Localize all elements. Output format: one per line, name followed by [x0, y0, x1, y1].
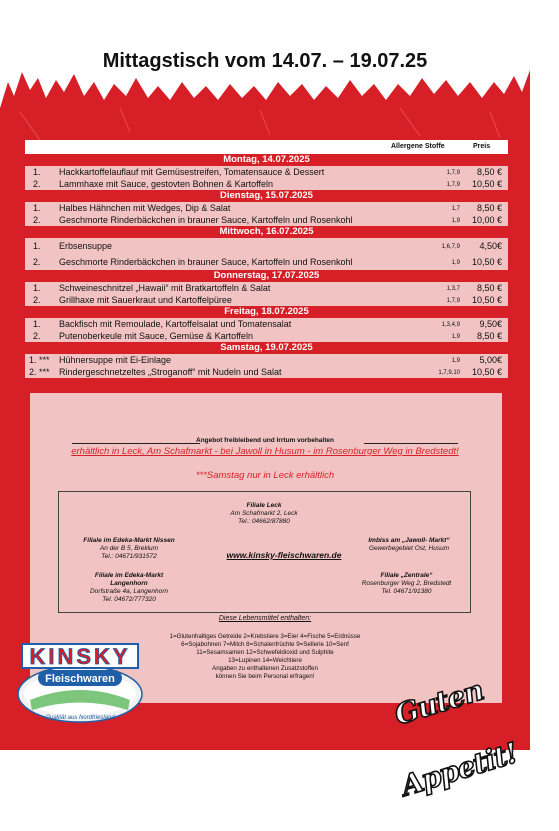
dish-number: 2.	[33, 215, 41, 225]
logo-brand-text: KINSKY	[29, 644, 131, 669]
menu-row	[25, 178, 508, 190]
dish-price: 8,50 €	[476, 283, 502, 293]
menu-row	[25, 282, 508, 294]
dish-allergens: 1,7,9	[446, 298, 460, 304]
branch-phone: Tel. 04672/777320	[102, 596, 156, 603]
dish-allergens: 1,7	[451, 206, 460, 212]
dish-price: 8,50 €	[476, 331, 502, 341]
branch-phone: Tel.: 04671/931572	[101, 553, 157, 560]
allergen-column-header: Allergene Stoffe	[391, 143, 445, 150]
dish-name: Schweineschnitzel „Hawaii“ mit Bratkartoffeln & Salat	[59, 283, 271, 293]
branch-name: Imbiss am „Jawoll- Markt“	[368, 537, 450, 544]
menu-table	[25, 140, 508, 378]
dish-price: 10,50 €	[471, 367, 502, 377]
dish-number: 1.	[33, 241, 41, 251]
dish-price: 10,00 €	[471, 215, 502, 225]
branch-address: An der B 5, Breklum	[99, 545, 159, 552]
page-title: Mittagstisch vom 14.07. – 19.07.25	[102, 50, 428, 72]
slogan-text: Guten Appetit!	[390, 673, 522, 803]
day-header: Samstag, 19.07.2025	[25, 342, 508, 354]
dish-allergens: 1,9	[451, 218, 460, 224]
dish-allergens: 1,7,9,10	[438, 370, 460, 376]
branch-name: Filiale Leck	[246, 502, 282, 509]
dish-name: Lammhaxe mit Sauce, gestovten Bohnen & Kartoffeln	[59, 179, 273, 189]
allergen-legend-line: 13=Lupinen 14=Weichtiere	[228, 657, 302, 664]
day-header: Donnerstag, 17.07.2025	[25, 270, 508, 282]
logo-subtitle-text: Fleischwaren	[45, 673, 115, 685]
dish-number: 1.	[33, 283, 41, 293]
branch-address: Gewerbegebiet Ost, Husum	[368, 545, 450, 552]
branch-phone: Tel. 04671/91380	[381, 588, 432, 595]
dish-allergens: 1,7,9	[446, 182, 460, 188]
dish-number: 1.	[33, 167, 41, 177]
dish-name: Erbsensuppe	[59, 241, 113, 251]
price-column-header: Preis	[473, 143, 491, 150]
branch-name: Filiale „Zentrale“	[380, 572, 433, 579]
day-header: Freitag, 18.07.2025	[25, 306, 508, 318]
dish-price: 10,50 €	[471, 179, 502, 189]
menu-row	[25, 166, 508, 178]
dish-allergens: 1,9	[451, 260, 460, 266]
menu-table-header	[25, 140, 508, 154]
menu-row	[25, 238, 508, 254]
dish-allergens: 1,6,7,9	[441, 244, 460, 250]
disclaimer-line: Angebot freibleibend und Irrtum vorbehalten	[72, 437, 458, 447]
branch-jawoll	[349, 537, 469, 553]
dish-name: Rindergeschnetzeltes „Stroganoff“ mit Nudeln und Salat	[59, 367, 282, 377]
dish-price: 10,50 €	[471, 257, 502, 267]
logo-tagline-text: Qualität aus Nordfriesland	[45, 715, 115, 721]
availability-note: erhältlich in Leck, Am Schafmarkt - bei Jawoll in Husum - im Rosenburger Weg in Bredstedt!	[71, 446, 459, 457]
dish-name: Geschmorte Rinderbäckchen in brauner Sauce, Kartoffeln und Rosenkohl	[59, 215, 353, 225]
saturday-note: ***Samstag nur in Leck erhältlich	[195, 470, 335, 481]
allergen-legend-line: Angaben zu enthaltenen Zusatzstoffen	[212, 665, 318, 672]
menu-row	[25, 254, 508, 270]
dish-name: Backfisch mit Remoulade, Kartoffelsalat und Tomatensalat	[59, 319, 292, 329]
branch-address: Rosenburger Weg 2, Bredstedt	[361, 580, 452, 587]
dish-allergens: 1,7,9	[446, 170, 460, 176]
allergen-legend-line: können Sie beim Personal erfragen!	[215, 673, 315, 680]
allergen-legend-line: 11=Sesamsamen 12=Schwefeldioxid und Sulphite	[196, 649, 334, 656]
dish-price: 10,50 €	[471, 295, 502, 305]
dish-name: Hackkartoffelauflauf mit Gemüsestreifen, Tomatensauce & Dessert	[59, 167, 325, 177]
dish-price: 4,50€	[479, 241, 502, 251]
branch-box	[58, 491, 471, 613]
dish-number: 1. ***	[29, 355, 50, 365]
branch-address: Dorfstraße 4a, Langenhorn	[89, 588, 169, 595]
menu-row	[25, 366, 508, 378]
dish-name: Geschmorte Rinderbäckchen in brauner Sauce, Kartoffeln und Rosenkohl	[59, 257, 353, 267]
menu-row	[25, 318, 508, 330]
dish-number: 1.	[33, 319, 41, 329]
menu-row	[25, 354, 508, 366]
dish-price: 5,00€	[479, 355, 502, 365]
menu-row	[25, 294, 508, 306]
dish-number: 1.	[33, 203, 41, 213]
dish-allergens: 1,3,4,9	[441, 322, 460, 328]
dish-price: 8,50 €	[476, 203, 502, 213]
dish-allergens: 1,9	[451, 334, 460, 340]
branch-langenhorn	[59, 572, 199, 604]
day-header: Dienstag, 15.07.2025	[25, 190, 508, 202]
allergen-legend-line: 1=Glutenhaltiges Getreide 2=Krebstiere 3=Eier 4=Fische 5=Erdnüsse	[169, 633, 361, 640]
branch-zentrale	[344, 572, 469, 596]
branch-nissen	[59, 537, 199, 561]
allergen-legend-line: 6=Sojabohnen 7=Milch 8=Schalenfrüchte 9=Sellerie 10=Senf	[181, 641, 349, 648]
menu-row	[25, 214, 508, 226]
dish-number: 2. ***	[29, 367, 50, 377]
dish-allergens: 1,3,7	[446, 286, 460, 292]
branch-address: Am Schafmarkt 2, Leck	[230, 510, 298, 517]
allergen-legend-title: Diese Lebensmittel enthalten:	[218, 615, 312, 622]
dish-number: 2.	[33, 331, 41, 341]
website-link[interactable]: www.kinsky-fleischwaren.de	[226, 550, 342, 560]
dish-number: 2.	[33, 295, 41, 305]
dish-name: Grillhaxe mit Sauerkraut und Kartoffelpüree	[59, 295, 232, 305]
branch-name: Filiale im Edeka-Markt	[94, 572, 164, 579]
branch-leck	[199, 502, 329, 526]
day-header: Montag, 14.07.2025	[25, 154, 508, 166]
dish-number: 2.	[33, 179, 41, 189]
dish-name: Hühnersuppe mit Ei-Einlage	[59, 355, 172, 365]
kinsky-logo	[10, 640, 150, 724]
menu-row	[25, 202, 508, 214]
day-header: Mittwoch, 16.07.2025	[25, 226, 508, 238]
dish-price: 8,50 €	[476, 167, 502, 177]
branch-name: Filiale im Edeka-Markt Nissen	[83, 537, 175, 544]
dish-allergens: 1,9	[451, 358, 460, 364]
menu-row	[25, 330, 508, 342]
dish-name: Halbes Hähnchen mit Wedges, Dip & Salat	[59, 203, 231, 213]
branch-name-line2: Langenhorn	[110, 580, 148, 587]
branch-phone: Tel.: 04662/87880	[238, 518, 290, 525]
dish-name: Putenoberkeule mit Sauce, Gemüse & Kartoffeln	[59, 331, 253, 341]
dish-number: 2.	[33, 257, 41, 267]
dish-price: 9,50€	[479, 319, 502, 329]
